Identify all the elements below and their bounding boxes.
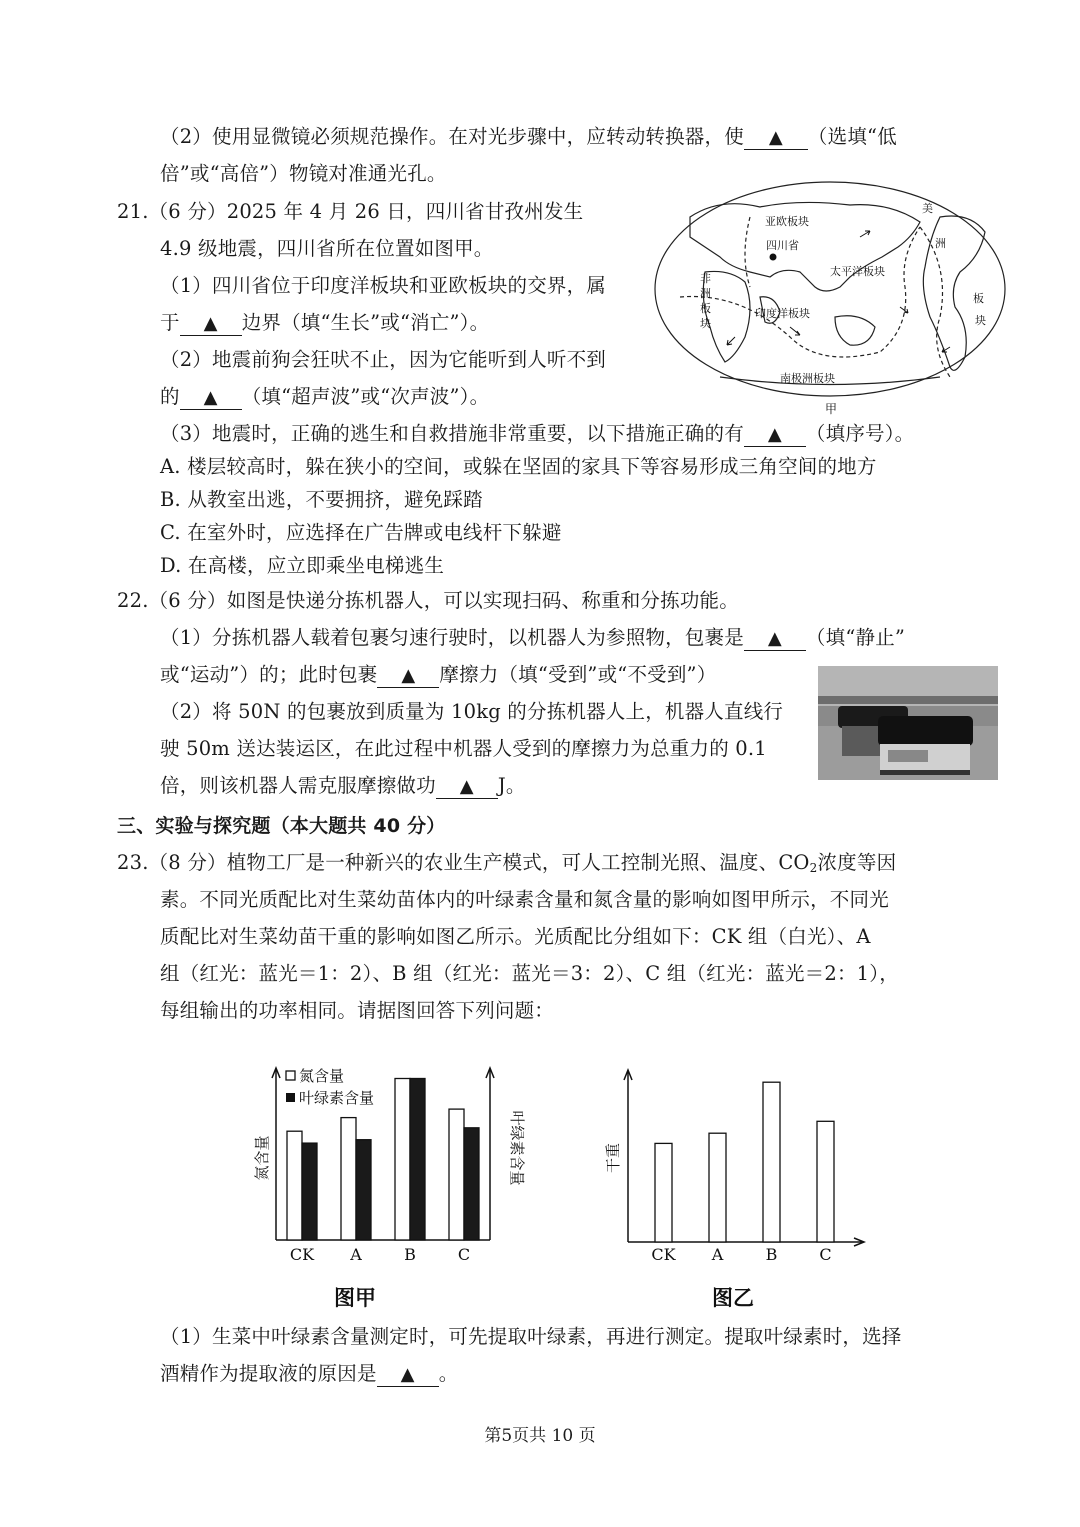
q22-2-line1: （2）将 50N 的包裹放到质量为 10kg 的分拣机器人上，机器人直线行 <box>160 700 784 723</box>
q21-2-line1: （2）地震前狗会狂吠不止，因为它能听到人听不到 <box>160 348 607 371</box>
legend-swatch-chlorophyll <box>286 1093 295 1102</box>
q21-2-line2 <box>160 385 489 410</box>
q21-1-line1: （1）四川省位于印度洋板块和亚欧板块的交界，属 <box>160 274 607 297</box>
q20-2-text-b: （选填“低 <box>807 125 897 148</box>
y-axis-label-left: 氮含量 <box>253 1135 271 1181</box>
q23-1-text-b: 。 <box>438 1362 459 1385</box>
chart-jia-caption: 图甲 <box>334 1286 376 1310</box>
q23-subscript: 2 <box>809 861 818 875</box>
q22-heading: 22.（6 分）如图是快递分拣机器人，可以实现扫码、称重和分拣功能。 <box>117 589 739 612</box>
answer-blank[interactable] <box>744 423 806 447</box>
q21-3-text-a: （3）地震时，正确的逃生和自救措施非常重要，以下措施正确的有 <box>160 422 744 445</box>
map-label-eurasia: 亚欧板块 <box>765 215 809 228</box>
q23-line5: 每组输出的功率相同。请据图回答下列问题： <box>160 999 555 1022</box>
q23-text-b: 浓度等因 <box>817 851 897 874</box>
q22-1-text-a: （1）分拣机器人载着包裹匀速行驶时，以机器人为参照物，包裹是 <box>160 626 744 649</box>
q23-line1 <box>117 851 896 880</box>
map-label-africa: 板 <box>700 302 711 315</box>
bar-nitrogen-CK <box>287 1131 302 1240</box>
option-a: A. 楼层较高时，躲在狭小的空间，或躲在坚固的家具下等容易形成三角空间的地方 <box>160 455 877 478</box>
x-tick-label: B <box>765 1245 778 1264</box>
y-axis-label: 干重 <box>604 1142 622 1174</box>
answer-blank[interactable] <box>744 627 806 651</box>
bar-nitrogen-C <box>449 1109 464 1240</box>
map-label-america: 美 <box>922 202 933 215</box>
map-label-india: 印度洋板块 <box>755 307 810 320</box>
option-d: D. 在高楼，应立即乘坐电梯逃生 <box>160 554 445 577</box>
map-label-africa: 块 <box>700 317 711 330</box>
map-label-america: 板 <box>973 292 984 305</box>
chart-yi-caption: 图乙 <box>712 1286 754 1310</box>
x-tick-label: CK <box>651 1245 676 1264</box>
q21-line2: 4.9 级地震，四川省所在位置如图甲。 <box>160 237 494 260</box>
answer-blank[interactable] <box>436 775 498 799</box>
q23-line2: 素。不同光质配比对生菜幼苗体内的叶绿素含量和氮含量的影响如图甲所示，不同光 <box>160 888 889 911</box>
q23-text-a: 23.（8 分）植物工厂是一种新兴的农业生产模式，可人工控制光照、温度、CO <box>117 851 810 874</box>
x-tick-label: A <box>350 1245 362 1264</box>
legend-chlorophyll: 叶绿素含量 <box>299 1089 375 1107</box>
legend-swatch-nitrogen <box>286 1071 295 1080</box>
q21-3-line <box>160 422 914 447</box>
bar-dry-weight-C <box>817 1121 834 1242</box>
y-axis-label-right: 叶绿素含量 <box>508 1110 526 1186</box>
q22-2-text-b: J。 <box>497 774 526 797</box>
answer-blank[interactable] <box>180 312 242 336</box>
world-plate-map <box>650 177 1010 417</box>
q20-2-text-a: （2）使用显微镜必须规范操作。在对光步骤中，应转动转换器，使 <box>160 125 744 148</box>
q23-1-line2 <box>160 1362 458 1387</box>
map-label-pacific: 太平洋板块 <box>830 265 885 278</box>
map-label-sichuan: 四川省 <box>766 239 799 252</box>
answer-blank[interactable] <box>377 664 439 688</box>
map-label-america: 块 <box>975 314 986 327</box>
bar-dry-weight-CK <box>655 1143 672 1242</box>
bar-dry-weight-A <box>709 1133 726 1242</box>
answer-blank[interactable] <box>744 126 808 150</box>
bar-chlorophyll-C <box>464 1128 479 1240</box>
bar-chlorophyll-A <box>356 1140 371 1240</box>
bar-chlorophyll-B <box>410 1079 425 1241</box>
map-caption: 甲 <box>825 402 838 416</box>
x-tick-label: A <box>711 1245 724 1264</box>
answer-blank[interactable] <box>377 1363 439 1387</box>
q22-1-text-b: （填“静止” <box>805 626 906 649</box>
q21-2-text-a: 的 <box>160 385 180 408</box>
q21-3-text-b: （填序号）。 <box>805 422 915 445</box>
q23-1-text-a: 酒精作为提取液的原因是 <box>160 1362 377 1385</box>
x-tick-label: C <box>457 1245 471 1264</box>
option-b: B. 从教室出逃，不要拥挤，避免踩踏 <box>160 488 483 511</box>
q22-1-line1 <box>160 626 905 651</box>
chart-yi <box>600 1060 880 1320</box>
q22-2-line2: 驶 50m 送达装运区，在此过程中机器人受到的摩擦力为总重力的 0.1 <box>160 737 767 760</box>
answer-blank[interactable] <box>180 386 242 410</box>
bar-chlorophyll-CK <box>302 1143 317 1240</box>
map-label-america: 洲 <box>935 237 946 250</box>
x-tick-label: CK <box>289 1245 315 1264</box>
bar-dry-weight-B <box>763 1082 780 1242</box>
q21-1-line2 <box>160 311 489 336</box>
q23-line4: 组（红光：蓝光＝1：2）、B 组（红光：蓝光＝3：2）、C 组（红光：蓝光＝2：1）， <box>160 962 899 985</box>
q22-2-text-a: 倍，则该机器人需克服摩擦做功 <box>160 774 436 797</box>
robot-photo <box>818 666 998 780</box>
x-tick-label: C <box>819 1245 832 1264</box>
q21-1-text-a: 于 <box>160 311 180 334</box>
map-label-africa: 非 <box>700 272 711 285</box>
map-label-antarctic: 南极洲板块 <box>780 372 835 385</box>
bar-nitrogen-B <box>395 1079 410 1241</box>
section-3-heading: 三、实验与探究题（本大题共 40 分） <box>117 815 446 837</box>
q22-1-text-d: 摩擦力（填“受到”或“不受到”） <box>439 663 717 686</box>
q21-heading: 21.（6 分）2025 年 4 月 26 日，四川省甘孜州发生 <box>117 200 584 223</box>
q22-1-line2 <box>160 663 716 688</box>
q21-2-text-b: （填“超声波”或“次声波”）。 <box>241 385 490 408</box>
x-tick-label: B <box>404 1245 416 1264</box>
q23-line3: 质配比对生菜幼苗干重的影响如图乙所示。光质配比分组如下：CK 组（白光）、A <box>160 925 871 948</box>
q22-1-text-c: 或“运动”）的；此时包裹 <box>160 663 378 686</box>
legend-nitrogen: 氮含量 <box>299 1067 345 1085</box>
q21-1-text-b: 边界（填“生长”或“消亡”）。 <box>241 311 490 334</box>
bar-nitrogen-A <box>341 1118 356 1240</box>
q20-2-line1 <box>160 125 897 150</box>
map-label-africa: 洲 <box>700 287 711 300</box>
chart-jia <box>240 1060 530 1320</box>
q23-1-line1: （1）生菜中叶绿素含量测定时，可先提取叶绿素，再进行测定。提取叶绿素时，选择 <box>160 1325 902 1348</box>
option-c: C. 在室外时，应选择在广告牌或电线杆下躲避 <box>160 521 562 544</box>
page-footer: 第5页共 10 页 <box>484 1426 596 1446</box>
q20-2-line2: 倍”或“高倍”）物镜对准通光孔。 <box>160 162 447 185</box>
q22-2-line3 <box>160 774 526 799</box>
